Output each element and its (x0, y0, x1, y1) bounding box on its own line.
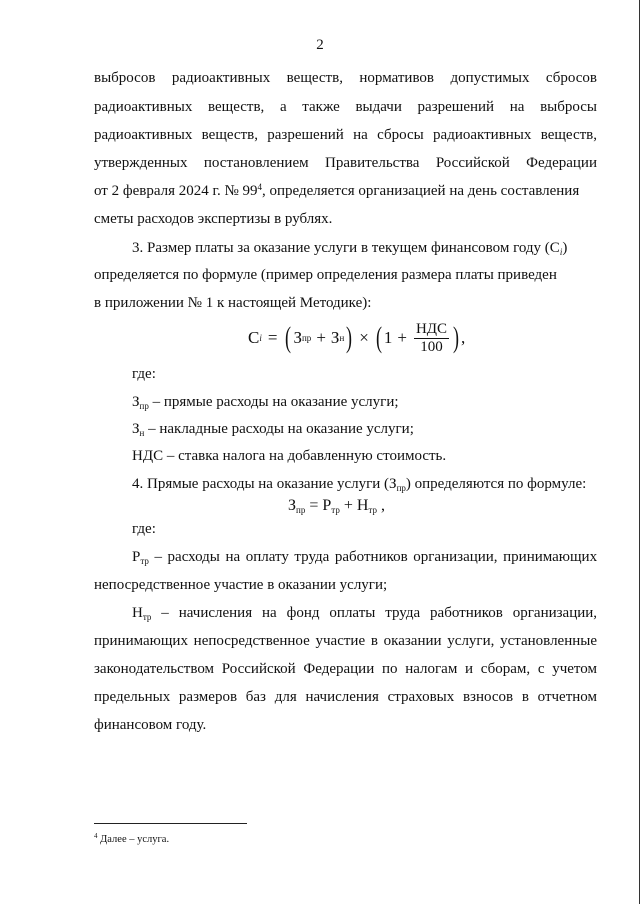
paragraph-line: принимающих непосредственное участие в оказании услуги, установленные (94, 633, 597, 649)
definition-rtr: $Р_{тр}$ – расходы на оплату труда работников организации, принимающих (132, 549, 598, 566)
paragraph-line: выбросов радиоактивных веществ, нормативов допустимых сбросов (94, 70, 597, 86)
word: оплату (245, 549, 289, 565)
definition-zpr: $З_{пр}$ – прямые расходы на оказание услуги; (132, 394, 399, 411)
paragraph-line: сметы расходов экспертизы в рублях. (94, 211, 333, 227)
word: фонд (286, 605, 320, 621)
paragraph-line: от 2 февраля 2024 г. № $99^4$, определяется организацией на день составления (94, 182, 580, 199)
paragraph-line: непосредственное участие в оказании услуги; (94, 577, 388, 593)
word: работников (430, 605, 503, 621)
word: труда (385, 605, 421, 621)
word: – (161, 605, 169, 621)
paragraph-line: финансовом году. (94, 717, 207, 733)
footnote-ref[interactable]: 4 (257, 182, 263, 192)
word: организации, (413, 549, 498, 565)
paragraph-line: предельных размеров баз для начисления страховых взносов в отчетном (94, 689, 597, 705)
formula-price: С i = ( З пр + З н ) × ( 1 + $\frac{\text{НДС}}{100}$ ) , (248, 320, 466, 355)
fraction: $\frac{\text{НДС}}{100}$ (415, 320, 448, 355)
definition-nds: НДС – ставка налога на добавленную стоимость. (132, 448, 447, 464)
item-4-line: 4. Прямые расходы на оказание услуги $(З_{пр})$ определяются по формуле: (132, 476, 587, 493)
word: принимающих (503, 549, 598, 565)
word: начисления (178, 605, 253, 621)
word: на (262, 605, 277, 621)
definition-zn: $З_н$ – накладные расходы на оказание услуги; (132, 421, 414, 438)
word: – расходы (154, 549, 220, 565)
page-number: 2 (316, 37, 324, 53)
paragraph-line: радиоактивных веществ, а также выдачи разрешений на выбросы (94, 99, 597, 115)
paragraph-line: в приложении № 1 к настоящей Методике): (94, 295, 372, 311)
word: на (225, 549, 241, 565)
paragraph-line: радиоактивных веществ, разрешений на сбросы радиоактивных веществ, (94, 127, 597, 143)
paragraph-line: определяется по формуле (пример определения размера платы приведен (94, 267, 557, 283)
word: организации, (512, 605, 598, 621)
word: оплаты (329, 605, 376, 621)
footnote-separator (94, 823, 247, 824)
item-3-line: 3. Размер платы за оказание услуги в текущем финансовом году $(С_i)$ (132, 240, 568, 257)
paragraph-line: законодательством Российской Федерации по налогам и сборам, с учетом (94, 661, 597, 677)
word: работников (334, 549, 408, 565)
formula-direct-costs: $З_{пр} = Р_{тр} + Н_{тр}$ , (288, 497, 385, 515)
footnote: $^4$ Далее – услуга. (94, 832, 170, 845)
where-label: где: (132, 521, 156, 537)
paragraph-line: утвержденных постановлением Правительства Российской Федерации (94, 155, 597, 171)
definition-ntr: $Н_{тр}$ – начисления на фонд оплаты труда работников организации, (132, 605, 598, 622)
where-label: где: (132, 366, 156, 382)
word: труда (294, 549, 330, 565)
